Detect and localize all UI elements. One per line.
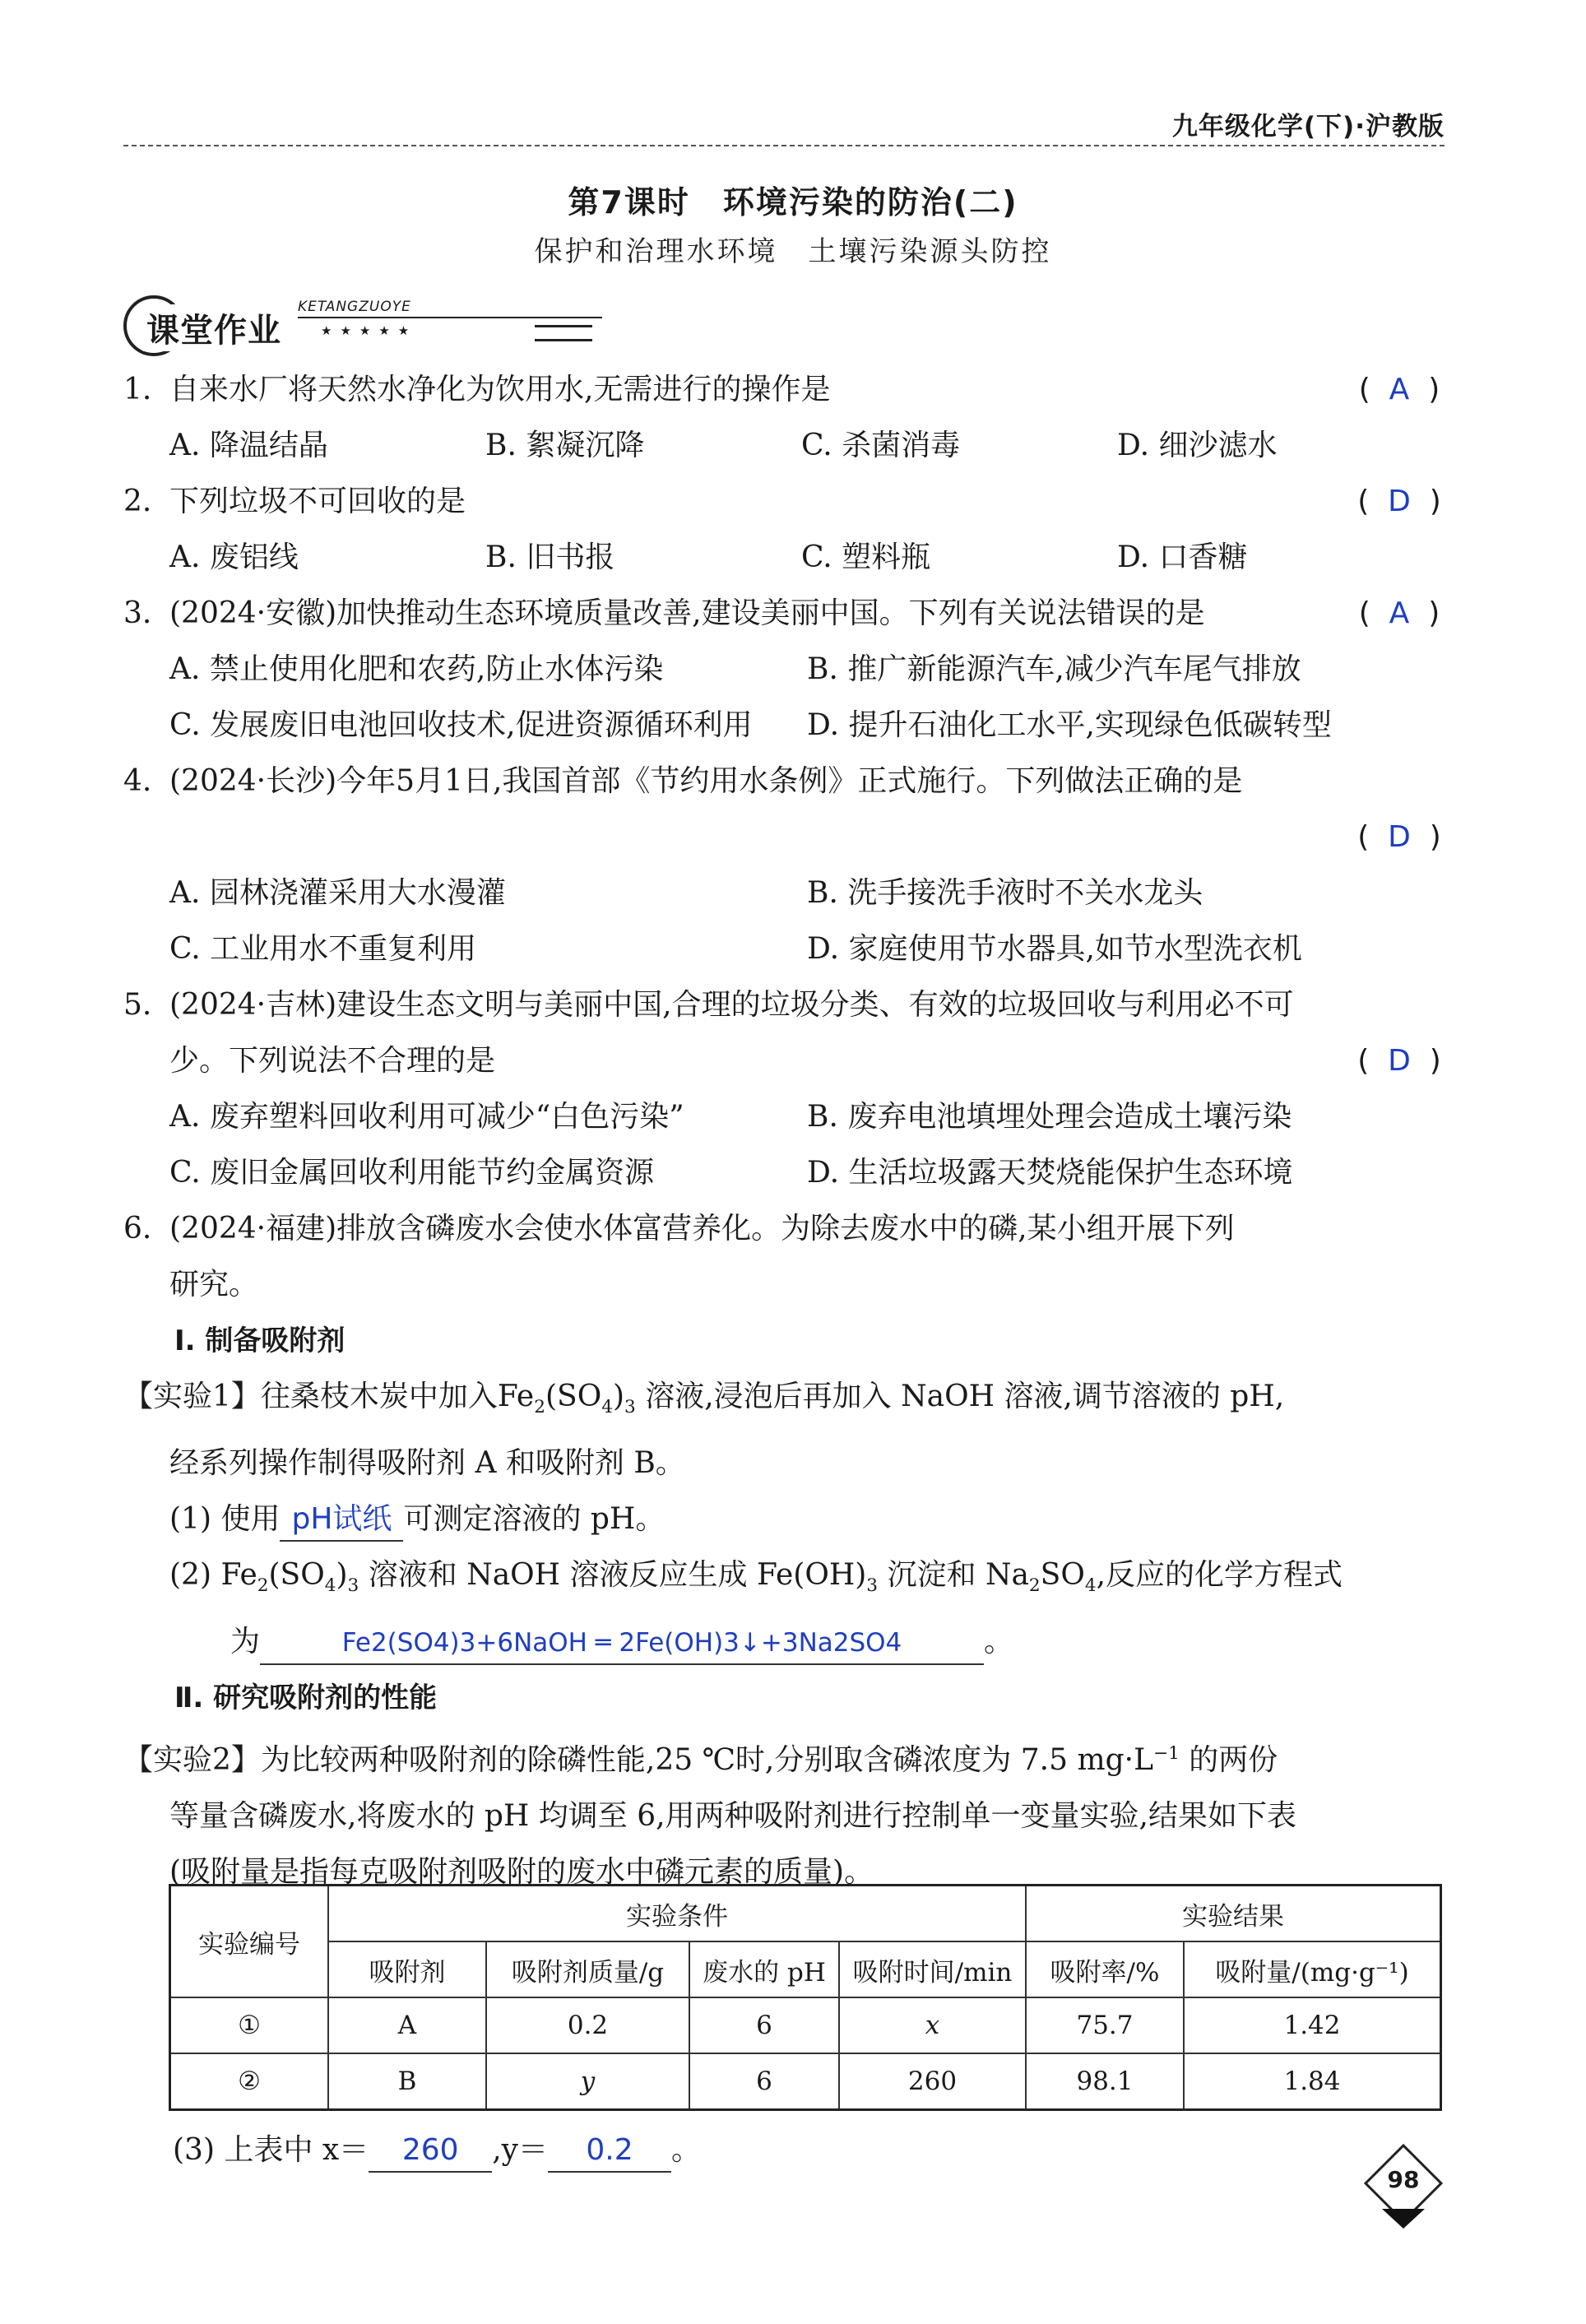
options [123, 530, 1445, 586]
answer-bracket: ( A ) [1358, 373, 1440, 406]
option: A. 禁止使用化肥和农药,防止水体污染 [169, 652, 664, 686]
table-header-id: 实验编号 [170, 1886, 329, 1998]
option: B. 旧书报 [485, 540, 615, 574]
table-cell: y [486, 2053, 689, 2110]
option: A. 废铝线 [169, 540, 299, 574]
question-stem: 自来水厂将天然水净化为饮用水,无需进行的操作是 [169, 373, 831, 406]
answer-value: D [1388, 485, 1411, 518]
answer-bracket: ( D ) [1357, 1044, 1441, 1078]
x-answer-blank[interactable]: 260 [369, 2130, 492, 2173]
answer-bracket: ( D ) [1357, 485, 1441, 518]
question-stem: (2024·长沙)今年5月1日,我国首部《节约用水条例》正式施行。下列做法正确的是 [169, 764, 1243, 798]
answer-bracket: ( A ) [1358, 596, 1440, 630]
questions [123, 362, 1445, 1900]
badge-underline [298, 317, 602, 318]
subquestion-text: ,y＝ [492, 2133, 548, 2167]
options [123, 418, 1445, 474]
part-2-heading: Ⅱ. 研究吸附剂的性能 [174, 1682, 438, 1715]
option: D. 生活垃圾露天焚烧能保护生态环境 [807, 1156, 1293, 1190]
options [123, 1089, 1445, 1145]
answer-value: D [1388, 820, 1411, 854]
answer-value: D [1388, 1044, 1411, 1078]
option: C. 塑料瓶 [801, 540, 931, 574]
table-cell: ② [170, 2053, 329, 2110]
option: C. 工业用水不重复利用 [169, 932, 477, 966]
question-stem: (2024·安徽)加快推动生态环境质量改善,建设美丽中国。下列有关说法错误的是 [169, 596, 1205, 630]
subquestion-2-answer-line: 为 Fe2(SO4)3+6NaOH ═ 2Fe(OH)3↓+3Na2SO4 。 [123, 1614, 1445, 1670]
table-cell: 260 [839, 2053, 1026, 2110]
question-stem-continued: 研究。 [169, 1268, 259, 1301]
options [123, 698, 1445, 754]
question-number: 6. [123, 1212, 152, 1245]
table-cell: 1.42 [1184, 1997, 1441, 2053]
column-header: 吸附时间/min [839, 1941, 1026, 1997]
question-number: 5. [123, 988, 152, 1022]
option: B. 絮凝沉降 [485, 429, 645, 462]
column-header: 吸附剂 [328, 1941, 486, 1997]
equation-answer-blank[interactable]: Fe2(SO4)3+6NaOH ═ 2Fe(OH)3↓+3Na2SO4 [260, 1622, 984, 1665]
table-cell: 0.2 [486, 1997, 689, 2053]
table-header-conditions: 实验条件 [328, 1886, 1026, 1942]
question-stem-continued [123, 1033, 1445, 1089]
experiment-1: 【实验1】往桑枝木炭中加入$Fe_2(SO_4)_3$ 溶液,浸泡后再加入 NaOH 溶液,调节溶液的 pH, [123, 1380, 1285, 1418]
question-3 [123, 586, 1445, 642]
experiment-2-continued: 等量含磷废水,将废水的 pH 均调至 6,用两种吸附剂进行控制单一变量实验,结果如下表 [169, 1799, 1297, 1834]
option: B. 废弃电池填埋处理会造成土壤污染 [807, 1100, 1292, 1134]
option: C. 发展废旧电池回收技术,促进资源循环利用 [169, 708, 753, 742]
subquestion-text: ,反应的化学方程式 [1096, 1558, 1343, 1593]
badge-tail-decoration [535, 325, 592, 341]
question-stem: (2024·福建)排放含磷废水会使水体富营养化。为除去废水中的磷,某小组开展下列 [169, 1212, 1235, 1245]
question-stem: 下列垃圾不可回收的是 [169, 485, 466, 518]
question-1 [123, 362, 1445, 418]
section-pinyin: KETANGZUOYE [298, 299, 411, 315]
options [123, 1145, 1445, 1201]
question-number: 1. [123, 373, 152, 406]
part-1-heading: Ⅰ. 制备吸附剂 [174, 1324, 345, 1357]
table-cell: A [328, 1997, 486, 2053]
question-number: 4. [123, 764, 152, 798]
subquestion-text: 为 [230, 1625, 261, 1659]
lesson-title: 第7课时 环境污染的防治(二) [568, 184, 1018, 220]
subquestion-text: (3) 上表中 x＝ [173, 2133, 369, 2167]
option: D. 口香糖 [1117, 540, 1248, 574]
section-badge [123, 292, 485, 354]
question-stem: 少。下列说法不合理的是 [169, 1044, 496, 1078]
header-divider [123, 145, 1445, 146]
section-label: 课堂作业 [143, 304, 285, 351]
column-header: 吸附率/% [1026, 1941, 1184, 1997]
option: B. 推广新能源汽车,减少汽车尾气排放 [807, 652, 1301, 686]
question-number: 3. [123, 596, 152, 630]
table-cell: 75.7 [1026, 1997, 1184, 2053]
answer-blank[interactable]: pH试纸 [280, 1499, 403, 1542]
table-cell: 98.1 [1026, 2053, 1184, 2110]
subquestion-1 [123, 1491, 1445, 1547]
table-cell: 6 [689, 1997, 839, 2053]
option: A. 降温结晶 [169, 429, 328, 462]
question-4 [123, 754, 1445, 809]
subquestion-2: (2) $Fe_2(SO_4)_3$ 溶液和 NaOH 溶液反应生成 $Fe(OH)_3$ 沉淀和 $Na_2SO_4$,反应的化学方程式 [169, 1558, 1343, 1597]
experiment-1-continued: 经系列操作制得吸附剂 A 和吸附剂 B。 [169, 1446, 685, 1481]
table-cell: B [328, 2053, 486, 2110]
experiment-text: 溶液,浸泡后再加入 NaOH 溶液,调节溶液的 pH, [645, 1380, 1285, 1413]
column-header: 吸附剂质量/g [486, 1941, 689, 1997]
page-number: 98 [1387, 2166, 1420, 2193]
table-cell: ① [170, 1997, 329, 2053]
experiment-text: 【实验2】为比较两种吸附剂的除磷性能,25 ℃时,分别取含磷浓度为 7.5 mg·L [123, 1743, 1153, 1778]
question-stem: (2024·吉林)建设生态文明与美丽中国,合理的垃圾分类、有效的垃圾回收与利用必不可 [169, 988, 1294, 1022]
experiment-2-note: (吸附量是指每克吸附剂吸附的废水中磷元素的质量)。 [169, 1855, 874, 1890]
question-number: 2. [123, 485, 152, 518]
option: A. 园林浇灌采用大水漫灌 [169, 876, 506, 910]
subquestion-text: 。 [670, 2133, 701, 2167]
table-row [170, 2053, 1441, 2110]
subquestion-3 [173, 2127, 701, 2173]
subquestion-text: 溶液和 NaOH 溶液反应生成 [368, 1558, 748, 1593]
question-6 [123, 1201, 1445, 1257]
answer-bracket: ( D ) [1357, 820, 1441, 854]
table-cell: 1.84 [1184, 2053, 1441, 2110]
options [123, 921, 1445, 977]
lesson-subtitle: 保护和治理水环境 土壤污染源头防控 [534, 235, 1052, 268]
answer-value: A [1389, 596, 1410, 630]
option: C. 杀菌消毒 [801, 429, 961, 462]
subquestion-text: 可测定溶液的 pH。 [403, 1502, 665, 1537]
column-header: 废水的 pH [689, 1941, 839, 1997]
experiment-text: 的两份 [1189, 1743, 1278, 1778]
subquestion-text: 沉淀和 [887, 1558, 976, 1593]
question-2 [123, 474, 1445, 530]
option: D. 家庭使用节水器具,如节水型洗衣机 [807, 932, 1302, 966]
options [123, 642, 1445, 698]
option: B. 洗手接洗手液时不关水龙头 [807, 876, 1203, 910]
star-rating-icon: ★★★★★ [321, 323, 418, 338]
answer-row [123, 809, 1445, 865]
page-number-triangle-icon [1382, 2209, 1425, 2229]
book-header: 九年级化学(下)·沪教版 [1171, 112, 1445, 141]
results-table [169, 1884, 1442, 2111]
options [123, 865, 1445, 921]
option: D. 提升石油化工水平,实现绿色低碳转型 [807, 708, 1332, 742]
table-header-results: 实验结果 [1026, 1886, 1441, 1942]
question-5 [123, 977, 1445, 1033]
option: D. 细沙滤水 [1117, 429, 1278, 462]
option: A. 废弃塑料回收利用可减少“白色污染” [169, 1100, 684, 1134]
answer-value: A [1389, 373, 1410, 406]
table-cell: x [839, 1997, 1026, 2053]
subquestion-text: (1) 使用 [169, 1502, 281, 1537]
option: C. 废旧金属回收利用能节约金属资源 [169, 1156, 655, 1190]
experiment-text: 【实验1】往桑枝木炭中加入 [123, 1380, 498, 1413]
table-row [170, 1997, 1441, 2053]
experiment-2: 【实验2】为比较两种吸附剂的除磷性能,25 ℃时,分别取含磷浓度为 7.5 $mg\cdot L^{-1}$ 的两份 [123, 1743, 1278, 1778]
column-header: 吸附量/(mg·g⁻¹) [1184, 1941, 1441, 1997]
table-cell: 6 [689, 2053, 839, 2110]
y-answer-blank[interactable]: 0.2 [548, 2130, 671, 2173]
